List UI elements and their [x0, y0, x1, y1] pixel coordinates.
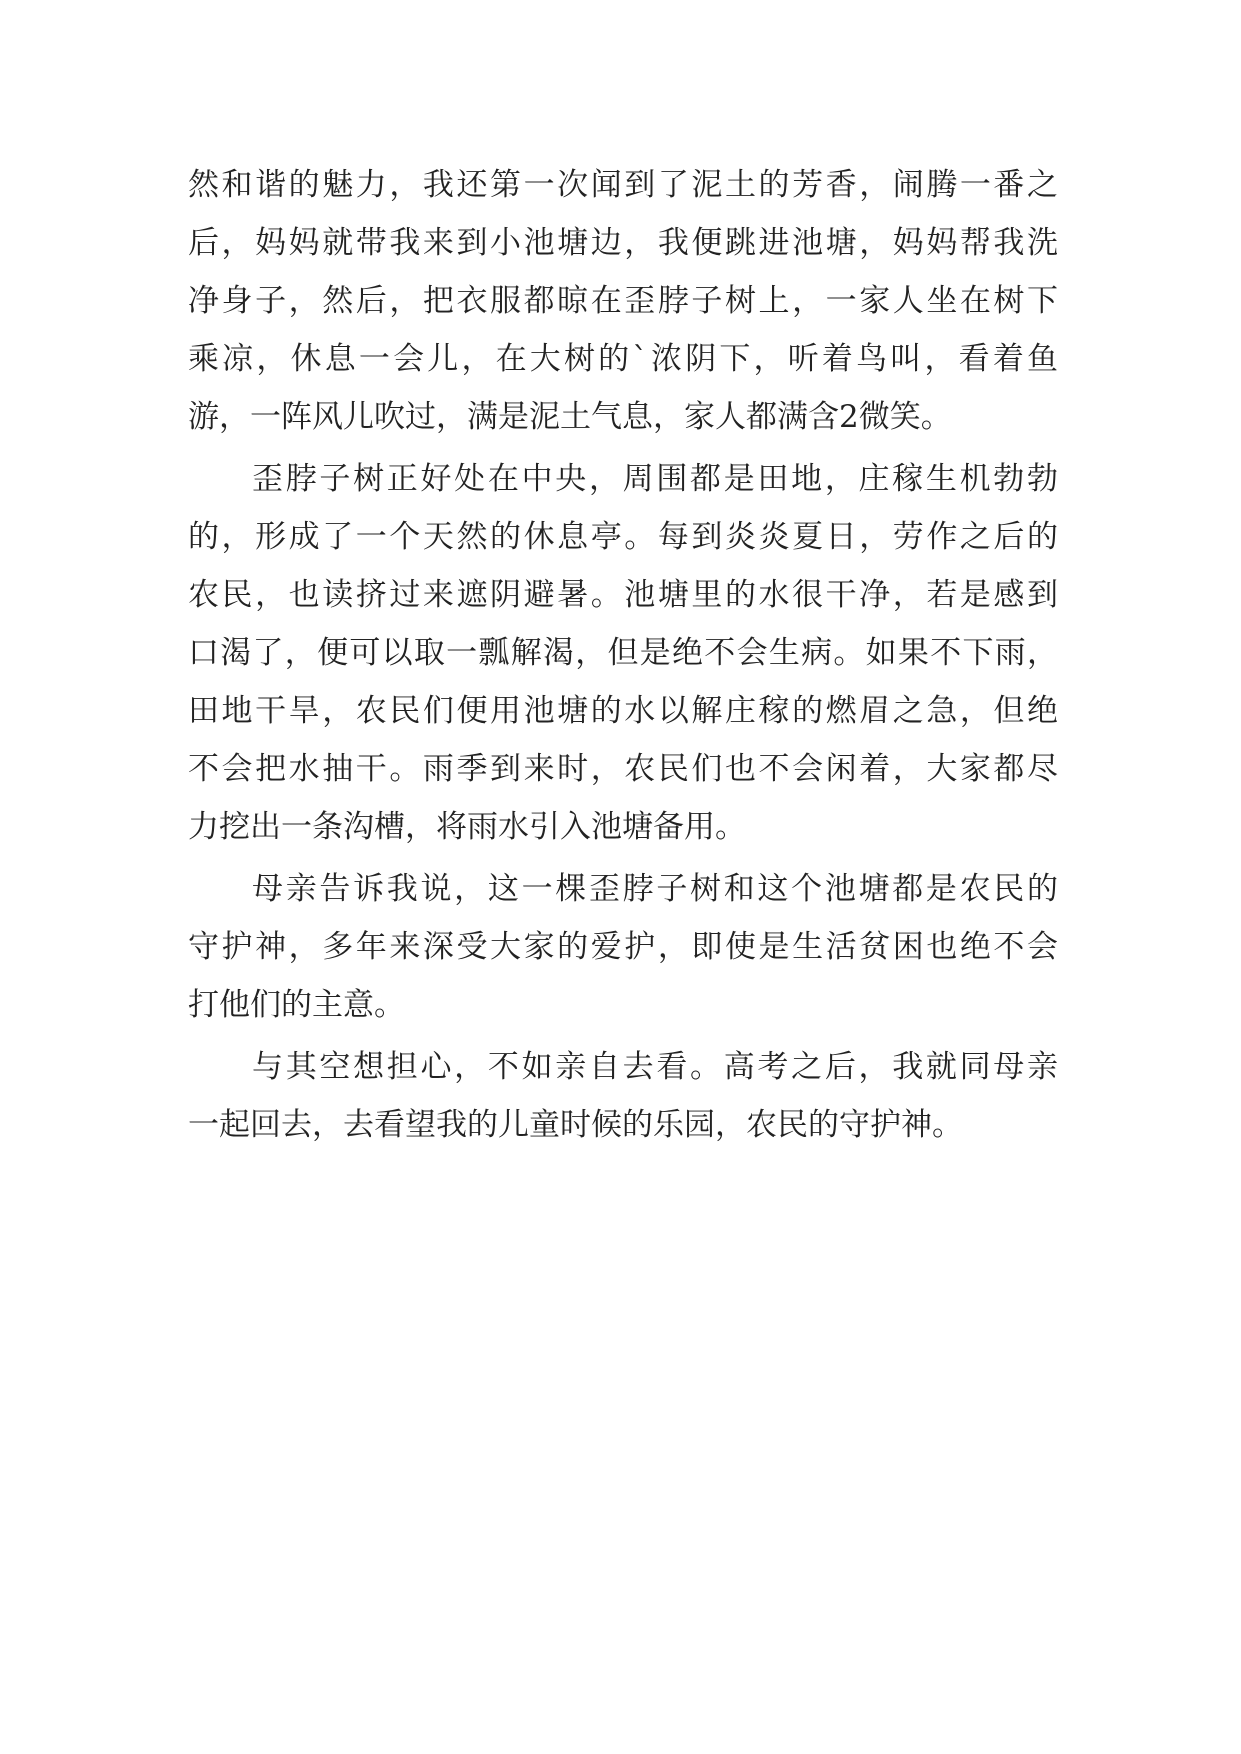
text-line: 农民，也读挤过来遮阴避暑。池塘里的水很干净，若是感到: [188, 577, 1058, 613]
text-line: 然和谐的魅力，我还第一次闻到了泥土的芳香，闹腾一番之: [188, 167, 1058, 203]
paragraph-3: [188, 860, 1058, 1034]
text-line: 游，一阵风儿吹过，满是泥土气息，家人都满含2微笑。: [188, 399, 952, 435]
text-line: 与其空想担心，不如亲自去看。高考之后，我就同母亲: [252, 1049, 1058, 1085]
text-line: 打他们的主意。: [188, 987, 405, 1023]
paragraph-1: [188, 156, 1058, 446]
text-line: 力挖出一条沟槽，将雨水引入池塘备用。: [188, 809, 746, 845]
text-line: 一起回去，去看望我的儿童时候的乐园，农民的守护神。: [188, 1107, 963, 1143]
text-line: 净身子，然后，把衣服都晾在歪脖子树上，一家人坐在树下: [188, 283, 1058, 319]
text-line: 口渴了，便可以取一瓢解渴，但是绝不会生病。如果不下雨，: [188, 635, 1058, 671]
paragraph-2: [188, 450, 1058, 856]
text-line: 的，形成了一个天然的休息亭。每到炎炎夏日，劳作之后的: [188, 519, 1058, 555]
text-line: 母亲告诉我说，这一棵歪脖子树和这个池塘都是农民的: [252, 871, 1058, 907]
body-text: [188, 156, 1058, 1154]
paragraph-4: [188, 1038, 1058, 1154]
text-line: 守护神，多年来深受大家的爱护，即使是生活贫困也绝不会: [188, 929, 1058, 965]
text-line: 歪脖子树正好处在中央，周围都是田地，庄稼生机勃勃: [252, 461, 1058, 497]
text-line: 后，妈妈就带我来到小池塘边，我便跳进池塘，妈妈帮我洗: [188, 225, 1058, 261]
text-line: 不会把水抽干。雨季到来时，农民们也不会闲着，大家都尽: [188, 751, 1058, 787]
text-line: 田地干旱，农民们便用池塘的水以解庄稼的燃眉之急，但绝: [188, 693, 1058, 729]
text-line: 乘凉，休息一会儿，在大树的`浓阴下，听着鸟叫，看着鱼: [188, 341, 1058, 377]
